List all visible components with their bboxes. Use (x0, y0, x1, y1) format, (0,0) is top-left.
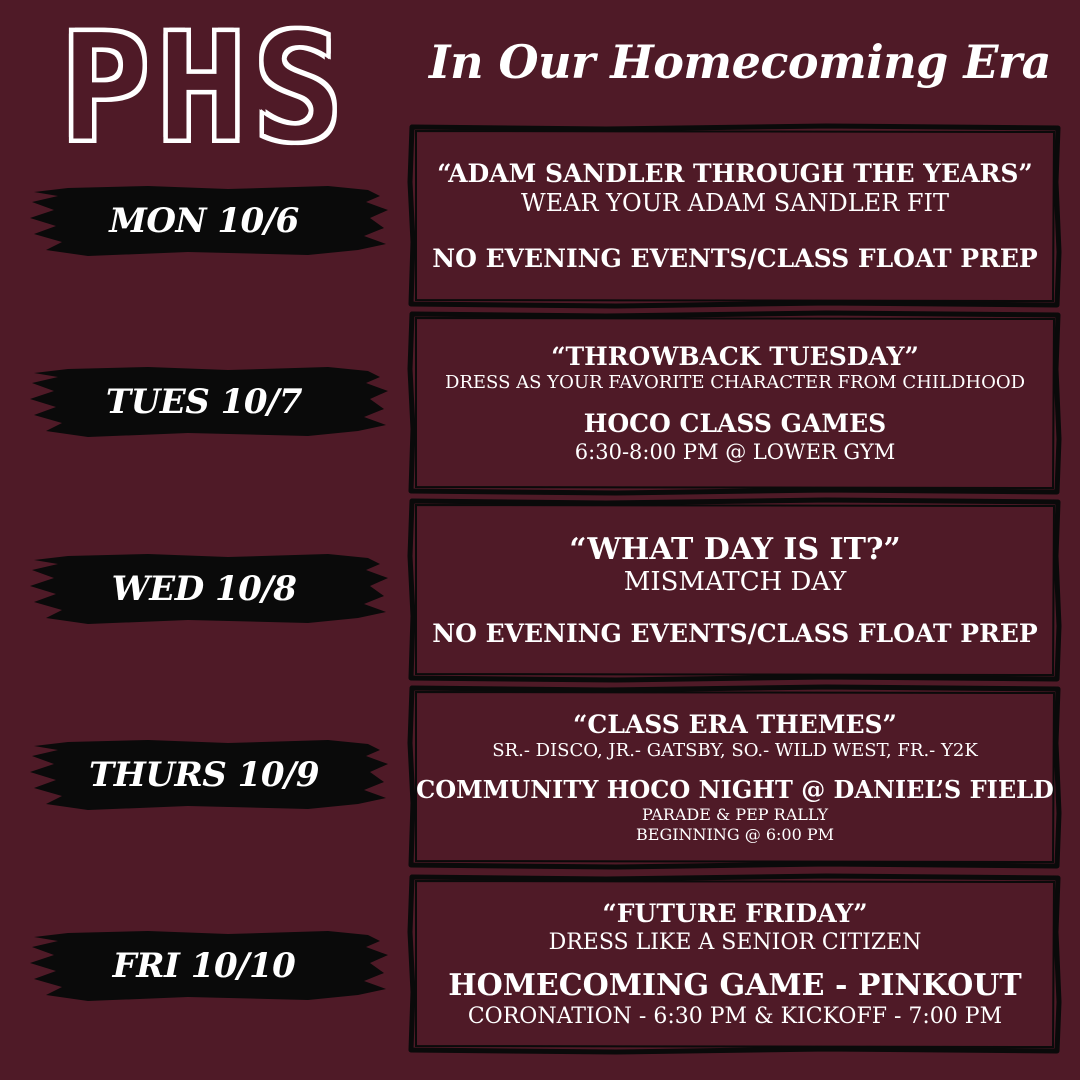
day-card-tues (412, 315, 1058, 491)
theme-detail: DRESS LIKE A SENIOR CITIZEN (548, 929, 922, 955)
theme-title: “ADAM SANDLER THROUGH THE YEARS” (437, 159, 1033, 188)
day-tag-wed (28, 552, 390, 626)
event-title: NO EVENING EVENTS/CLASS FLOAT PREP (432, 618, 1038, 648)
day-card-mon (412, 128, 1058, 304)
phs-logo: PHS (60, 2, 349, 176)
day-tag-tues (28, 365, 390, 439)
event-detail: PARADE & PEP RALLY (641, 805, 829, 824)
day-label: WED 10/8 (111, 569, 297, 609)
day-label: MON 10/6 (109, 201, 299, 241)
event-title: HOMECOMING GAME - PINKOUT (448, 967, 1022, 1003)
day-label: TUES 10/7 (105, 382, 303, 422)
theme-detail: MISMATCH DAY (623, 566, 847, 597)
event-detail: 6:30-8:00 PM @ LOWER GYM (574, 440, 896, 464)
day-label: FRI 10/10 (112, 946, 296, 986)
day-card-thurs (412, 689, 1058, 865)
event-title: COMMUNITY HOCO NIGHT @ DANIEL’S FIELD (416, 775, 1054, 804)
theme-title: “FUTURE FRIDAY” (602, 898, 868, 928)
event-title: NO EVENING EVENTS/CLASS FLOAT PREP (432, 244, 1038, 273)
day-tag-thurs (28, 738, 390, 812)
day-label: THURS 10/9 (88, 755, 320, 795)
theme-detail: SR.- DISCO, JR.- GATSBY, SO.- WILD WEST, FR.- Y2K (492, 740, 978, 761)
event-detail-2: BEGINNING @ 6:00 PM (636, 825, 834, 844)
day-card-fri (412, 878, 1058, 1050)
card-frame (406, 309, 1064, 497)
theme-title: “CLASS ERA THEMES” (573, 710, 897, 739)
theme-detail: DRESS AS YOUR FAVORITE CHARACTER FROM CHILDHOOD (444, 372, 1026, 393)
event-title: HOCO CLASS GAMES (583, 409, 887, 438)
theme-title: “WHAT DAY IS IT?” (569, 531, 901, 567)
day-tag-mon (28, 184, 390, 258)
event-detail: CORONATION - 6:30 PM & KICKOFF - 7:00 PM (467, 1003, 1003, 1029)
theme-detail: WEAR YOUR ADAM SANDLER FIT (520, 189, 950, 217)
page-title: In Our Homecoming Era (429, 35, 1051, 89)
day-card-wed (412, 502, 1058, 678)
day-tag-fri (28, 929, 390, 1003)
theme-title: “THROWBACK TUESDAY” (551, 342, 919, 371)
